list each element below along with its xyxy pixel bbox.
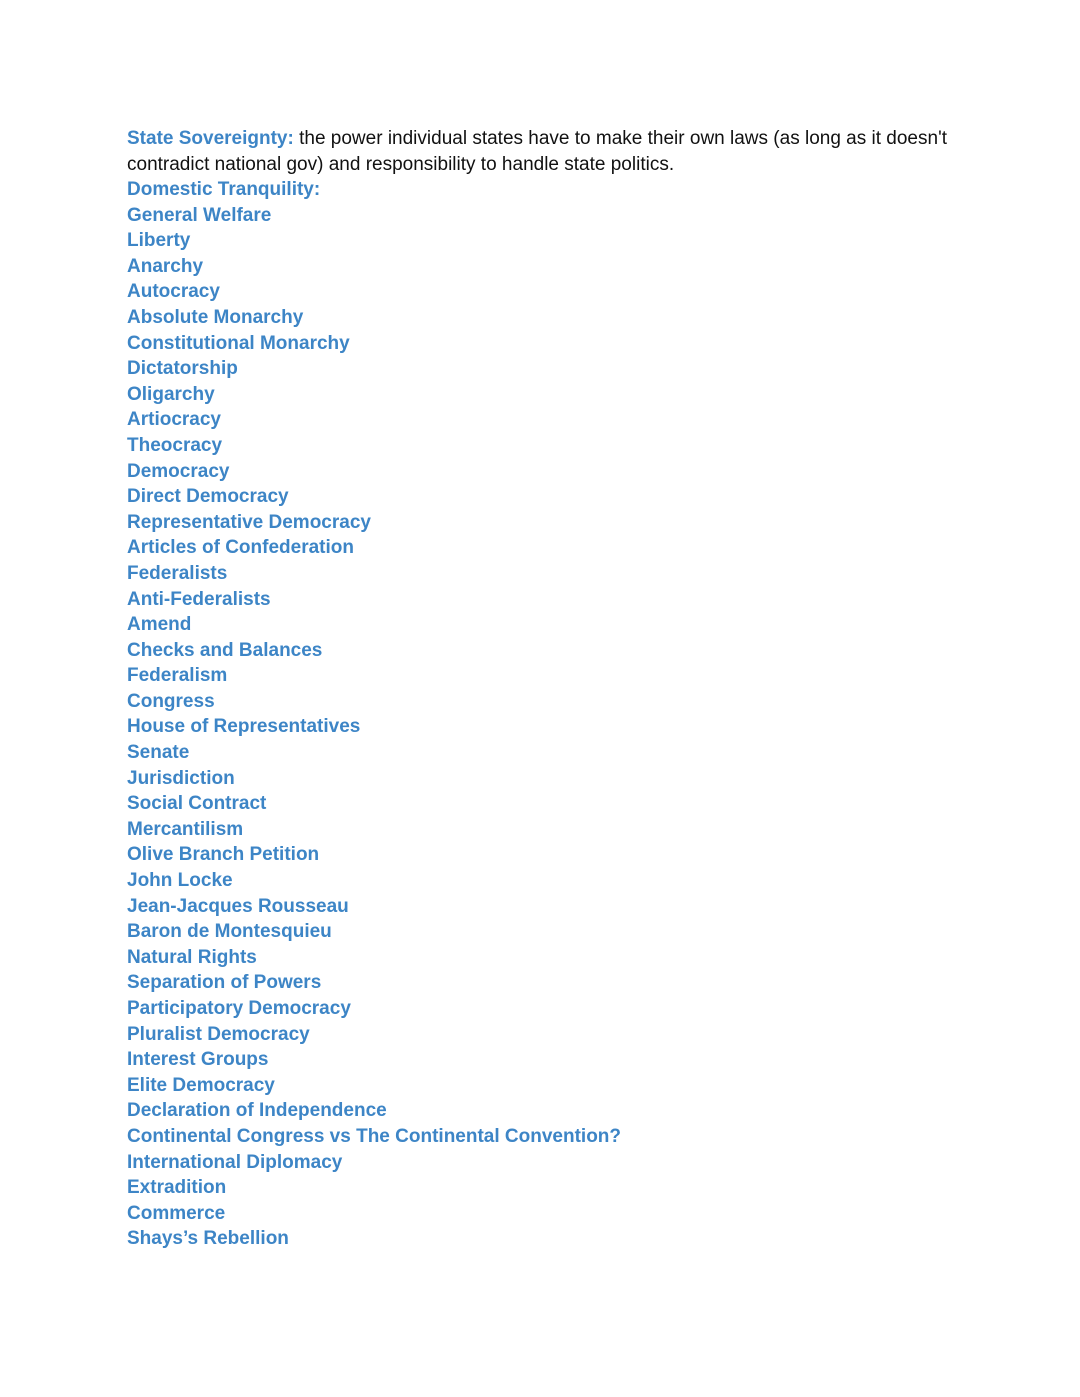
term-label: Democracy xyxy=(127,460,230,482)
term-label: Constitutional Monarchy xyxy=(127,332,350,354)
term-label: John Locke xyxy=(127,870,233,892)
term-item xyxy=(127,305,977,331)
term-item xyxy=(127,1150,977,1176)
term-item xyxy=(127,177,977,203)
term-item xyxy=(127,894,977,920)
term-label: Separation of Powers xyxy=(127,972,322,994)
term-item xyxy=(127,919,977,945)
term-item xyxy=(127,689,977,715)
term-label: Participatory Democracy xyxy=(127,998,351,1019)
term-label: Olive Branch Petition xyxy=(127,844,320,866)
term-item xyxy=(127,1226,977,1252)
term-label: Direct Democracy xyxy=(127,486,289,508)
term-label: Pluralist Democracy xyxy=(127,1023,310,1045)
term-label: Articles of Confederation xyxy=(127,537,354,559)
term-label: Jurisdiction xyxy=(127,767,235,789)
term-item xyxy=(127,228,977,254)
term-label: Social Contract xyxy=(127,793,267,815)
term-item xyxy=(127,356,977,382)
term-label: Liberty xyxy=(127,230,191,252)
term-item xyxy=(127,535,977,561)
term-item xyxy=(127,970,977,996)
term-label: Jean-Jacques Rousseau xyxy=(127,895,349,917)
term-item xyxy=(127,254,977,280)
term-label: Dictatorship xyxy=(127,358,238,380)
term-label: General Welfare xyxy=(127,204,272,226)
term-item xyxy=(127,459,977,485)
term-label: Domestic Tranquility: xyxy=(127,179,321,200)
term-item xyxy=(127,382,977,408)
term-item xyxy=(127,766,977,792)
term-item xyxy=(127,740,977,766)
term-item xyxy=(127,561,977,587)
term-item xyxy=(127,587,977,613)
term-item xyxy=(127,510,977,536)
term-label: Oligarchy xyxy=(127,383,215,405)
term-item xyxy=(127,1175,977,1201)
term-item xyxy=(127,433,977,459)
term-label: Federalists xyxy=(127,562,228,584)
definition-entry-state-sovereignty xyxy=(127,126,977,177)
term-label: Baron de Montesquieu xyxy=(127,921,332,943)
term-item xyxy=(127,791,977,817)
term-item xyxy=(127,868,977,894)
term-item xyxy=(127,817,977,843)
term-label: Interest Groups xyxy=(127,1049,269,1071)
term-label: Congress xyxy=(127,690,215,712)
term-label: Anarchy xyxy=(127,255,204,277)
term-label: Mercantilism xyxy=(127,818,244,840)
term-label: Declaration of Independence xyxy=(127,1100,387,1122)
term-label: Extradition xyxy=(127,1177,227,1199)
term-label: Checks and Balances xyxy=(127,639,323,661)
term-label: Federalism xyxy=(127,665,228,687)
term-label: Theocracy xyxy=(127,434,223,456)
term-item xyxy=(127,638,977,664)
term-item xyxy=(127,1201,977,1227)
term-label: House of Representatives xyxy=(127,716,361,738)
term-label: State Sovereignty: xyxy=(127,128,294,149)
definition-text: the power individual states have to make their own laws (as long as it doesn't contradict national gov) and responsibility to handle state politics. xyxy=(127,128,947,175)
term-label: Amend xyxy=(127,614,192,636)
term-item xyxy=(127,842,977,868)
term-item xyxy=(127,1047,977,1073)
term-label: Commerce xyxy=(127,1202,226,1224)
term-item xyxy=(127,279,977,305)
term-label: Continental Congress vs The Continental Convention? xyxy=(127,1125,622,1147)
term-item xyxy=(127,996,977,1022)
term-label: Autocracy xyxy=(127,281,220,303)
term-item xyxy=(127,203,977,229)
term-item xyxy=(127,1022,977,1048)
term-label: International Diplomacy xyxy=(127,1151,343,1173)
term-list xyxy=(127,177,977,1252)
term-item xyxy=(127,714,977,740)
vocabulary-list xyxy=(127,126,977,1252)
term-label: Natural Rights xyxy=(127,946,257,968)
term-item xyxy=(127,663,977,689)
term-item xyxy=(127,945,977,971)
term-item xyxy=(127,1124,977,1150)
term-label: Senate xyxy=(127,742,190,764)
term-label: Elite Democracy xyxy=(127,1074,275,1096)
term-item xyxy=(127,407,977,433)
term-item xyxy=(127,484,977,510)
term-item xyxy=(127,1098,977,1124)
term-item xyxy=(127,331,977,357)
term-label: Artiocracy xyxy=(127,409,221,431)
term-label: Representative Democracy xyxy=(127,511,371,533)
term-label: Shays’s Rebellion xyxy=(127,1228,289,1250)
term-label: Absolute Monarchy xyxy=(127,306,304,328)
term-label: Anti-Federalists xyxy=(127,588,271,610)
term-item xyxy=(127,612,977,638)
term-item xyxy=(127,1073,977,1099)
